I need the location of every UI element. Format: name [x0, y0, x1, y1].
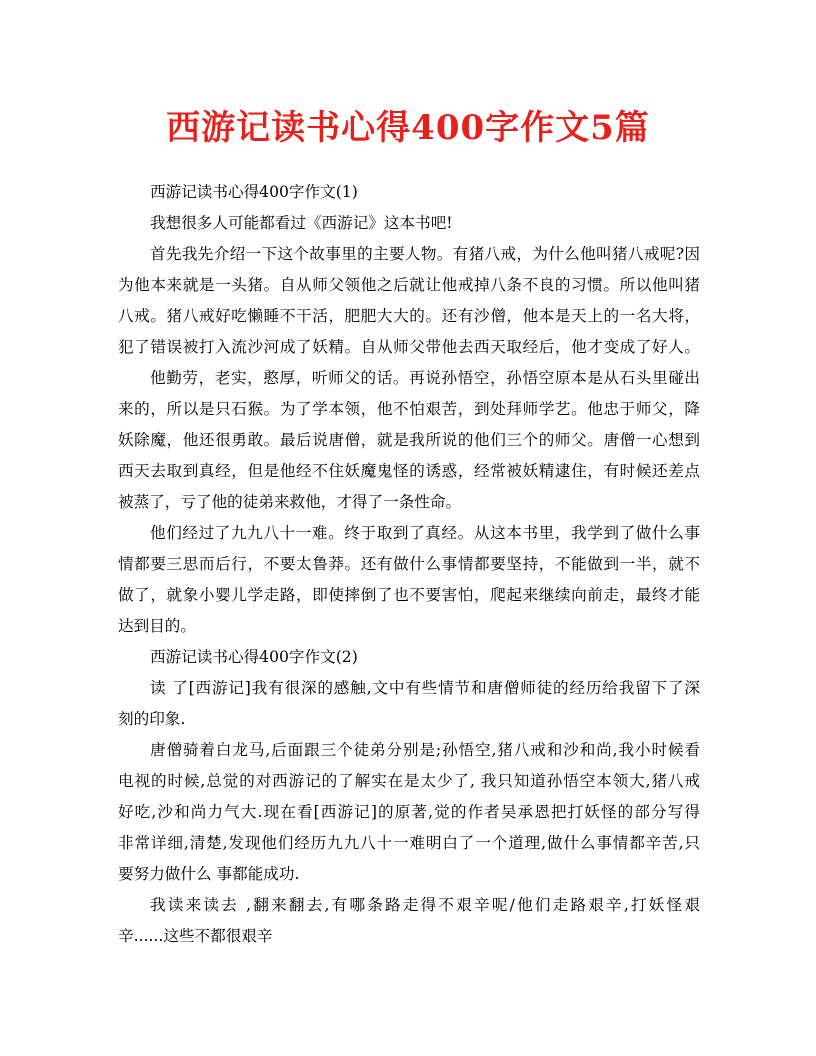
paragraph-line: 我读来读去 ,翻来翻去,有哪条路走得不艰辛呢/他们走路艰辛,打妖怪艰: [150, 896, 700, 914]
paragraph-line: 八戒。猪八戒好吃懒睡不干活，肥肥大大的。还有沙僧，他本是天上的一名大将，: [118, 307, 700, 325]
paragraph-line: 非常详细,清楚,发现他们经历九九八十一难明白了一个道理,做什么事情都辛苦,只: [118, 834, 700, 852]
paragraph-line: 读 了[西游记]我有很深的感触,文中有些情节和唐僧师徒的经历给我留下了深: [150, 679, 700, 697]
paragraph-line: 达到目的。: [118, 617, 196, 635]
paragraph-line: 要努力做什么 事都能成功.: [118, 865, 300, 883]
paragraph-line: 被蒸了，亏了他的徒弟来救他，才得了一条性命。: [118, 493, 462, 511]
document-body: [118, 177, 700, 952]
section-heading: 西游记读书心得400字作文(2): [150, 648, 358, 666]
paragraph-line: 辛......这些不都很艰辛: [118, 927, 273, 945]
paragraph-line: 他们经过了九九八十一难。终于取到了真经。从这本书里，我学到了做什么事: [150, 524, 700, 542]
paragraph-line: 首先我先介绍一下这个故事里的主要人物。有猪八戒，为什么他叫猪八戒呢?因: [150, 245, 700, 263]
paragraph-line: 做了，就象小婴儿学走路，即使摔倒了也不要害怕，爬起来继续向前走，最终才能: [118, 586, 700, 604]
paragraph-line: 他勤劳，老实，憨厚，听师父的话。再说孙悟空，孙悟空原本是从石头里碰出: [150, 369, 700, 387]
paragraph-line: 电视的时候,总觉的对西游记的了解实在是太少了, 我只知道孙悟空本领大,猪八戒: [118, 772, 700, 790]
paragraph-line: 西天去取到真经，但是他经不住妖魔鬼怪的诱惑，经常被妖精逮住，有时候还差点: [118, 462, 700, 480]
paragraph-line: 来的，所以是只石猴。为了学本领，他不怕艰苦，到处拜师学艺。他忠于师父，降: [118, 400, 700, 418]
section-heading: 西游记读书心得400字作文(1): [150, 183, 358, 201]
paragraph-line: 唐僧骑着白龙马,后面跟三个徒弟分别是;孙悟空,猪八戒和沙和尚,我小时候看: [150, 741, 700, 759]
paragraph-line: 妖除魔，他还很勇敢。最后说唐僧，就是我所说的他们三个的师父。唐僧一心想到: [118, 431, 700, 449]
paragraph-line: 好吃,沙和尚力气大.现在看[西游记]的原著,觉的作者吴承恩把打妖怪的部分写得: [118, 803, 700, 821]
paragraph-line: 为他本来就是一头猪。自从师父领他之后就让他戒掉八条不良的习惯。所以他叫猪: [118, 276, 700, 294]
document-title: 西游记读书心得400字作文5篇: [166, 108, 650, 148]
paragraph-line: 犯了错误被打入流沙河成了妖精。自从师父带他去西天取经后，他才变成了好人。: [118, 338, 700, 356]
paragraph-line: 情都要三思而后行，不要太鲁莽。还有做什么事情都要坚持，不能做到一半，就不: [118, 555, 700, 573]
paragraph-line: 刻的印象.: [118, 710, 186, 728]
paragraph-line: 我想很多人可能都看过《西游记》这本书吧!: [150, 214, 453, 232]
